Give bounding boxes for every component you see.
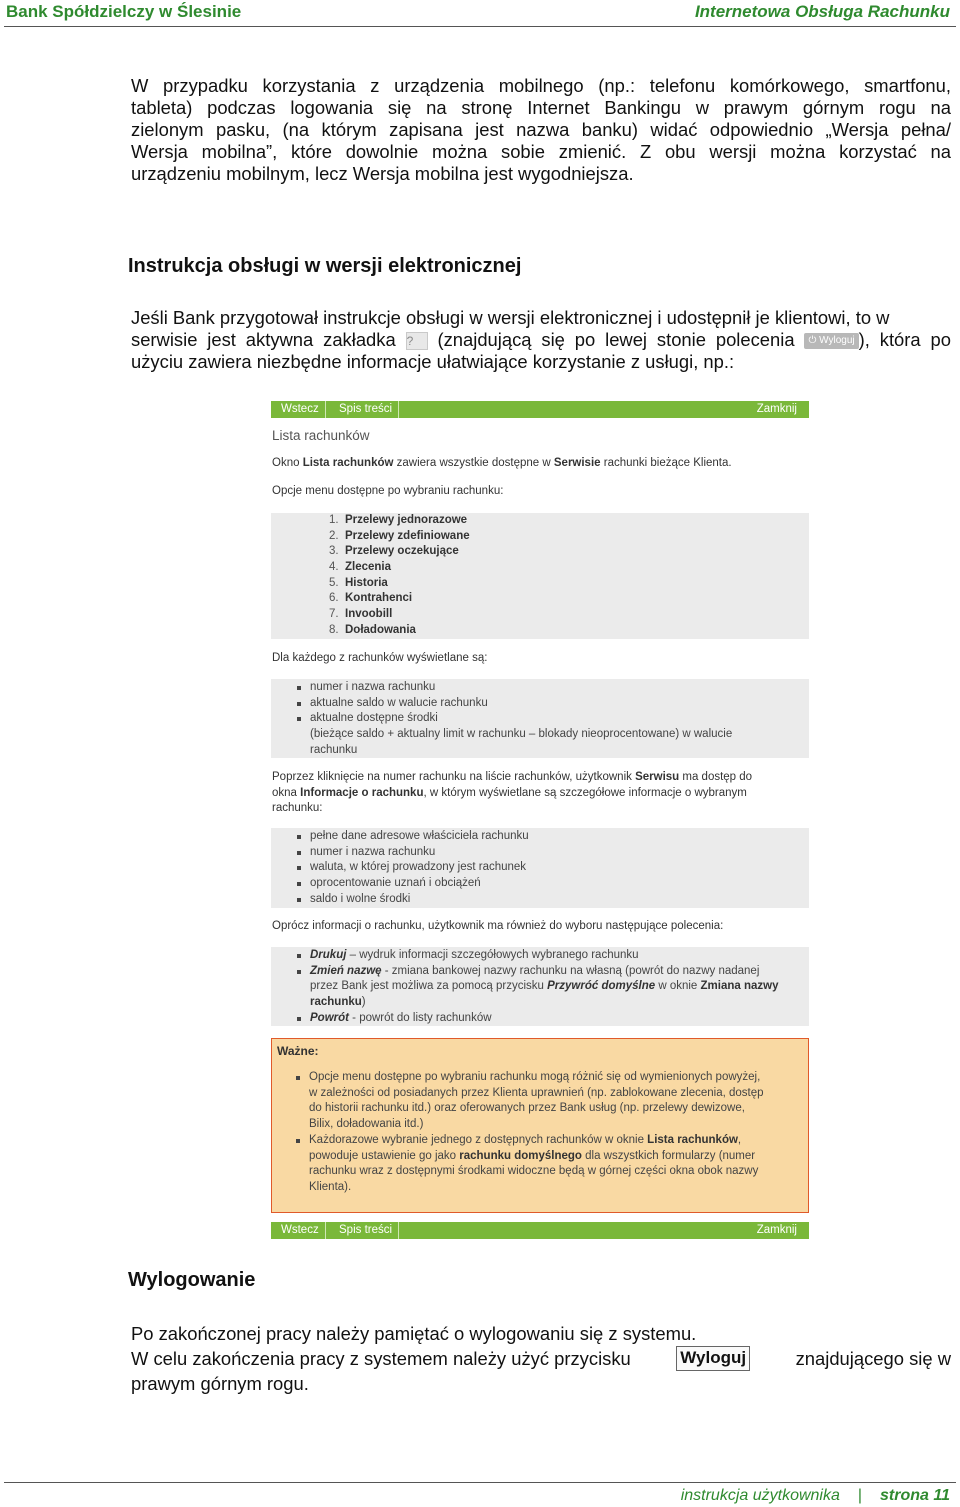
list-item: saldo i wolne środki <box>297 892 529 908</box>
text-fragment: serwisie jest aktywna zakładka <box>131 329 396 350</box>
section-heading-logout: Wylogowanie <box>128 1269 256 1291</box>
back-button[interactable]: Wstecz <box>275 1222 326 1239</box>
logout-button: Wyloguj <box>676 1346 750 1371</box>
menu-options-list <box>329 513 470 639</box>
list-item: Opcje menu dostępne po wybraniu rachunku mogą różnić się od wymienionych powyżej, <box>296 1070 764 1086</box>
click-paragraph <box>272 770 752 817</box>
text-line: Wersja mobilna”, które dowolnie można sobie zmienić. Z obu wersji można korzystać na <box>131 141 951 162</box>
text-fragment: Serwisie <box>553 457 601 469</box>
help-nav-bar-top <box>271 401 809 418</box>
help-intro <box>272 457 732 469</box>
options-list <box>297 948 779 1027</box>
list-item: pełne dane adresowe właściciela rachunku <box>297 829 529 845</box>
list-item: numer i nazwa rachunku <box>297 680 732 696</box>
footer <box>681 1487 950 1505</box>
list-item: aktualne dostępne środki <box>297 711 732 727</box>
text-line: użyciu zawiera niezbędne informacje ułatwiające korzystanie z usługi, np.: <box>131 351 735 372</box>
list-item-continuation: Klienta). <box>309 1180 352 1193</box>
help-tab-icon: ? <box>406 332 428 350</box>
logout-icon: ⏻ Wyloguj <box>804 333 858 349</box>
list-item: 3. Przelewy oczekujące <box>329 545 459 558</box>
logout-paragraph <box>131 1321 951 1396</box>
contents-button[interactable]: Spis treści <box>333 401 399 418</box>
info-items-list <box>297 829 529 908</box>
list-item-continuation: przez Bank jest możliwa za pomocą przycisku Przywróć domyślne w oknie Zmiana nazwy <box>310 980 779 993</box>
options-intro: Oprócz informacji o rachunku, użytkownik ma również do wyboru następujące polecenia: <box>272 920 724 932</box>
page-label: strona <box>880 1487 929 1504</box>
list-item: Każdorazowe wybranie jednego z dostępnych rachunków w oknie Lista rachunków, <box>296 1133 764 1149</box>
list-item: 8. Doładowania <box>329 623 416 636</box>
footer-separator: | <box>857 1487 863 1504</box>
warning-title: Ważne: <box>277 1044 319 1058</box>
list-item-continuation: (bieżące saldo + aktualny limit w rachunku – blokady nieoprocentowane) w walucie <box>310 728 733 741</box>
list-item: 5. Historia <box>329 576 388 589</box>
list-item-continuation: w zależności od posiadanych przez Klienta uprawnień (np. zablokowane zlecenia, dostęp <box>309 1086 764 1099</box>
help-window-screenshot <box>271 400 809 1242</box>
list-item: numer i nazwa rachunku <box>297 845 529 861</box>
warning-list <box>296 1070 764 1196</box>
logout-icon-label: Wyloguj <box>819 335 855 347</box>
list-item: oprocentowanie uznań i obciążeń <box>297 876 529 892</box>
list-item: 4. Zlecenia <box>329 561 392 574</box>
header-divider <box>4 26 956 27</box>
list-item: 6. Kontrahenci <box>329 592 413 605</box>
help-nav-bar-bottom <box>271 1222 809 1239</box>
text-fragment: Lista rachunków <box>302 457 394 469</box>
text-fragment: Okno <box>272 457 303 469</box>
list-item: Drukuj – wydruk informacji szczegółowych wybranego rachunku <box>297 948 779 964</box>
doc-name: instrukcja użytkownika <box>680 1487 840 1504</box>
text-line <box>131 1346 951 1371</box>
list-item: Zmień nazwę - zmiana bankowej nazwy rachunku na własną (powrót do nazwy nadanej <box>297 964 779 980</box>
footer-divider <box>4 1482 956 1483</box>
help-title: Lista rachunków <box>272 428 370 443</box>
text-line <box>131 329 951 351</box>
shown-intro: Dla każdego z rachunków wyświetlane są: <box>272 652 488 664</box>
text-line: urządzeniu mobilnym, lecz Wersja mobilna jest wygodniejsza. <box>131 163 634 184</box>
text-line: zielonym pasku, (na którym zapisana jest nazwa banku) widać odpowiednio „Wersja pełna/ <box>131 119 951 140</box>
list-item: 2. Przelewy zdefiniowane <box>329 529 470 542</box>
text-fragment: ), która po <box>858 329 951 350</box>
text-line: tableta) podczas logowania się na stronę Internet Bankingu w prawym górnym rogu na <box>131 97 951 118</box>
text-line: Po zakończonej pracy należy pamiętać o wylogowaniu się z systemu. <box>131 1323 697 1344</box>
warning-box <box>271 1038 809 1213</box>
text-fragment: rachunki bieżące Klienta. <box>600 457 732 469</box>
close-button[interactable]: Zamknij <box>756 403 797 415</box>
close-button[interactable]: Zamknij <box>756 1224 797 1236</box>
text-fragment: zawiera wszystkie dostępne w <box>393 457 554 469</box>
text-line: Poprzez kliknięcie na numer rachunku na liście rachunków, użytkownik Serwisu ma dostęp do <box>272 771 753 783</box>
list-item-continuation: rachunku) <box>310 996 366 1009</box>
list-item-continuation: powoduje ustawienie go jako rachunku domyślnego dla wszystkich formularzy (numer <box>309 1149 756 1162</box>
back-button[interactable]: Wstecz <box>275 401 326 418</box>
text-line: Jeśli Bank przygotował instrukcje obsługi w wersji elektronicznej i udostępnił je klientowi, to w <box>131 307 890 328</box>
page-number: 11 <box>933 1487 950 1504</box>
list-item: 1. Przelewy jednorazowe <box>329 514 468 526</box>
list-item-continuation: Bilix, doładowania itd.) <box>309 1118 424 1131</box>
list-item: aktualne saldo w walucie rachunku <box>297 696 732 712</box>
list-item-continuation: do historii rachunku itd.) oraz oferowanych przez Bank usług (np. przelewy dewizowe, <box>309 1102 745 1115</box>
bank-name: Bank Spółdzielczy w Ślesinie <box>6 2 242 21</box>
list-item: 7. Invoobill <box>329 608 393 621</box>
list-item: Powrót - powrót do listy rachunków <box>297 1011 779 1027</box>
text-line: prawym górnym rogu. <box>131 1373 309 1394</box>
text-fragment: znajdującego się w <box>795 1348 951 1369</box>
service-name: Internetowa Obsługa Rachunku <box>694 2 950 21</box>
text-line: W przypadku korzystania z urządzenia mobilnego (np.: telefonu komórkowego, smartfonu, <box>131 75 951 96</box>
menu-intro: Opcje menu dostępne po wybraniu rachunku: <box>272 485 504 497</box>
text-line: rachunku: <box>272 802 323 815</box>
list-item-continuation: rachunku <box>310 743 358 756</box>
text-fragment: (znajdującą się po lewej stonie polecenia <box>437 329 795 350</box>
electronic-manual-paragraph <box>131 307 951 373</box>
shown-items-list <box>297 680 732 759</box>
list-item-continuation: rachunku wraz z dostępnymi środkami widoczne będą w górnej części okna obok nazwy <box>309 1165 759 1178</box>
contents-button[interactable]: Spis treści <box>333 1222 399 1239</box>
text-line: okna Informacje o rachunku, w którym wyświetlane są szczegółowe informacje o wybranym <box>272 786 747 799</box>
mobile-version-paragraph <box>131 75 951 185</box>
section-heading-electronic-manual: Instrukcja obsługi w wersji elektronicznej <box>128 255 522 277</box>
text-fragment: W celu zakończenia pracy z systemem należy użyć przycisku <box>131 1348 631 1369</box>
list-item: waluta, w której prowadzony jest rachunek <box>297 860 529 876</box>
